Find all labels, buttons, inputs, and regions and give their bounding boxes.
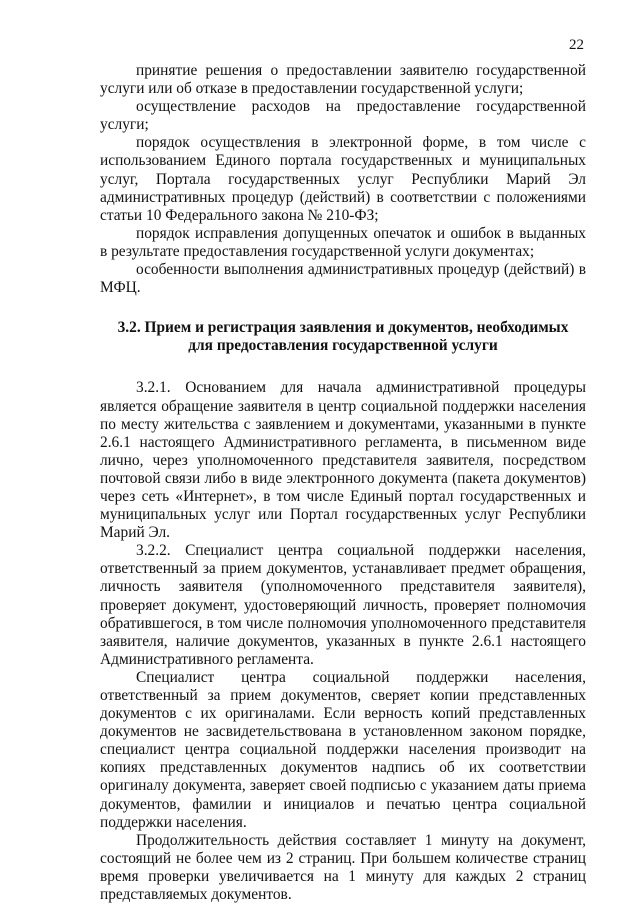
section-heading	[100, 319, 586, 355]
list-item: порядок исправления допущенных опечаток и ошибок в выданных в результате предоставления государственной услуги документах;	[100, 224, 586, 260]
list-item: осуществление расходов на предоставление государственной услуги;	[100, 98, 586, 134]
paragraph: Специалист центра социальной поддержки населения, ответственный за прием документов, сверяет копии представленных документов с их оригиналами. Если верность копий представленных документов не засвидетельствована в установленном законом порядке, специалист центра социальной поддержки населения производит на копиях представленных документов надпись об их соответствии оригиналу документа, заверяет своей подписью с указанием даты приема документов, фамилии и инициалов и печатью центра социальной поддержки населения.	[100, 668, 586, 831]
list-item: порядок осуществления в электронной форме, в том числе с использованием Единого портала государственных и муниципальных услуг, Портала государственных услуг Республики Марий Эл административных процедур (действий) в соответствии с положениями статьи 10 Федерального закона № 210-ФЗ;	[100, 134, 586, 224]
section-heading-line: для предоставления государственной услуги	[188, 337, 498, 355]
document-body	[100, 62, 586, 904]
page-number: 22	[569, 37, 584, 53]
list-item: особенности выполнения административных процедур (действий) в МФЦ.	[100, 261, 586, 297]
paragraph: 3.2.2. Специалист центра социальной поддержки населения, ответственный за прием документов, устанавливает предмет обращения, личность заявителя (уполномоченного представителя заявителя), проверяет документ, удостоверяющий личность, проверяет полномочия обратившегося, в том числе полномочия уполномоченного представителя заявителя, наличие документов, указанных в пункте 2.6.1 настоящего Административного регламента.	[100, 542, 586, 668]
paragraph: 3.2.1. Основанием для начала административной процедуры является обращение заявителя в центр социальной поддержки населения по месту жительства с заявлением и документами, указанными в пункте 2.6.1 настоящего Административного регламента, в письменном виде лично, через уполномоченного представителя заявителя, посредством почтовой связи либо в виде электронного документа (пакета документов) через сеть «Интернет», в том числе Единый портал государственных и муниципальных услуг или Портал государственных услуг Республики Марий Эл.	[100, 379, 586, 542]
list-item: принятие решения о предоставлении заявителю государственной услуги или об отказе в предоставлении государственной услуги;	[100, 62, 586, 98]
section-heading-line: 3.2. Прием и регистрация заявления и документов, необходимых	[117, 319, 569, 337]
paragraph: Продолжительность действия составляет 1 минуту на документ, состоящий не более чем из 2 страниц. При большем количестве страниц время проверки увеличивается на 1 минуту для каждых 2 страниц представляемых документов.	[100, 831, 586, 904]
